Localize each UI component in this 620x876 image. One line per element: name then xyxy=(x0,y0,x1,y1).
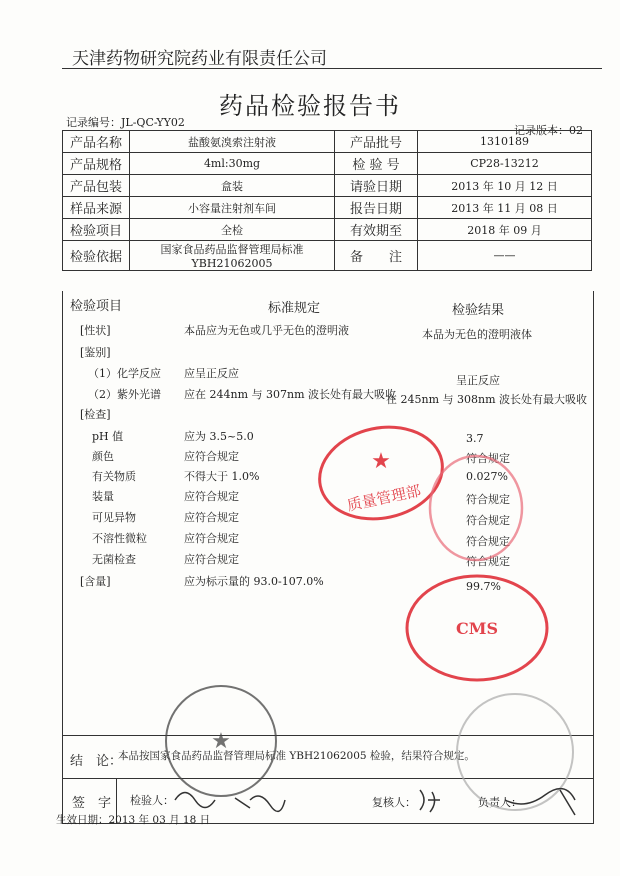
test-item: （2）紫外光谱 xyxy=(88,388,161,401)
test-item: 不溶性微粒 xyxy=(92,532,147,545)
info-value: 盒装 xyxy=(130,175,335,197)
test-item: 有关物质 xyxy=(92,470,136,483)
info-value: 2018 年 09 月 xyxy=(418,219,592,241)
conclusion-label: 结 论： xyxy=(70,754,123,769)
test-item: （1）化学反应 xyxy=(88,367,161,380)
test-item: 装量 xyxy=(92,490,114,503)
info-value: CP28-13212 xyxy=(418,153,592,175)
test-standard: 应符合规定 xyxy=(184,490,239,503)
test-item: 可见异物 xyxy=(92,511,136,524)
test-item: [鉴别] xyxy=(80,346,111,359)
info-label: 样品来源 xyxy=(63,197,130,219)
svg-text:质量管理部: 质量管理部 xyxy=(345,481,423,515)
sign-label: 签 字 xyxy=(72,796,112,811)
record-number: 记录编号：JL-QC-YY02 xyxy=(66,116,185,129)
info-value: 2013 年 11 月 08 日 xyxy=(418,197,592,219)
info-label: 产品包装 xyxy=(63,175,130,197)
test-item: 无菌检查 xyxy=(92,553,136,566)
test-item: 颜色 xyxy=(92,450,114,463)
test-standard: 应符合规定 xyxy=(184,532,239,545)
info-label: 产品规格 xyxy=(63,153,130,175)
test-standard: 应符合规定 xyxy=(184,450,239,463)
info-value: 4ml:30mg xyxy=(130,153,335,175)
info-label: 报告日期 xyxy=(335,197,418,219)
conclusion-text: 本品按国家食品药品监督管理局标准 YBH21062005 检验，结果符合规定。 xyxy=(118,750,475,762)
test-result: 符合规定 xyxy=(466,555,510,568)
col-header-standard: 标准规定 xyxy=(268,301,321,316)
responsible-label: 负责人： xyxy=(478,796,522,809)
info-label: 请验日期 xyxy=(335,175,418,197)
info-label: 备 注 xyxy=(335,241,418,271)
stamp-company-gray xyxy=(457,694,573,810)
test-item: [检查] xyxy=(80,408,111,421)
test-item: [性状] xyxy=(80,324,111,337)
info-label: 检 验 号 xyxy=(335,153,418,175)
info-label: 有效期至 xyxy=(335,219,418,241)
test-standard: 不得大于 1.0% xyxy=(184,470,260,483)
test-standard: 应为 3.5~5.0 xyxy=(184,430,254,443)
col-header-item: 检验项目 xyxy=(70,299,123,314)
test-result: 符合规定 xyxy=(466,452,510,465)
company-name: 天津药物研究院药业有限责任公司 xyxy=(72,49,327,69)
record-version: 记录版本：02 xyxy=(514,124,583,137)
info-value: 2013 年 10 月 12 日 xyxy=(418,175,592,197)
info-label: 检验项目 xyxy=(63,219,130,241)
test-result: 符合规定 xyxy=(466,535,510,548)
info-value: 盐酸氨溴索注射液 xyxy=(130,131,335,153)
info-value: 全检 xyxy=(130,219,335,241)
test-item: [含量] xyxy=(80,575,111,588)
svg-text:CMS: CMS xyxy=(456,619,498,638)
test-standard: 本品应为无色或几乎无色的澄明液 xyxy=(184,324,349,337)
test-standard: 应呈正反应 xyxy=(184,367,239,380)
test-result: 在 245nm 与 308nm 波长处有最大吸收 xyxy=(386,393,588,406)
info-value: 小容量注射剂车间 xyxy=(130,197,335,219)
info-value: 国家食品药品监督管理局标准 YBH21062005 xyxy=(130,241,335,271)
test-standard: 应符合规定 xyxy=(184,511,239,524)
stamp-cms xyxy=(407,576,547,680)
test-result: 符合规定 xyxy=(466,493,510,506)
svg-text:★: ★ xyxy=(371,449,391,474)
test-item: pH 值 xyxy=(92,430,124,443)
effective-date: 生效日期：2013 年 03 月 18 日 xyxy=(56,814,211,826)
info-value: —— xyxy=(418,241,592,271)
stamp-quality-center xyxy=(166,686,276,796)
info-label: 产品名称 xyxy=(63,131,130,153)
report-title: 药品检验报告书 xyxy=(219,92,401,120)
reviewer-label: 复核人： xyxy=(372,796,416,809)
test-standard: 应符合规定 xyxy=(184,553,239,566)
test-result: 3.7 xyxy=(466,432,484,445)
handwritten-signatures xyxy=(175,789,575,815)
test-result: 符合规定 xyxy=(466,514,510,527)
info-value: 1310189 xyxy=(418,131,592,153)
test-result: 99.7% xyxy=(466,580,501,593)
test-standard: 应在 244nm 与 307nm 波长处有最大吸收 xyxy=(184,388,397,401)
test-standard: 应为标示量的 93.0-107.0% xyxy=(184,575,324,588)
test-result: 本品为无色的澄明液体 xyxy=(422,328,532,341)
info-label: 产品批号 xyxy=(335,131,418,153)
svg-text:★: ★ xyxy=(211,729,231,754)
test-result: 呈正反应 xyxy=(456,374,500,387)
inspector-label: 检验人： xyxy=(130,794,174,807)
stamp-pharma-company xyxy=(430,456,522,560)
test-result: 0.027% xyxy=(466,470,508,483)
info-label: 检验依据 xyxy=(63,241,130,271)
col-header-result: 检验结果 xyxy=(452,303,505,318)
